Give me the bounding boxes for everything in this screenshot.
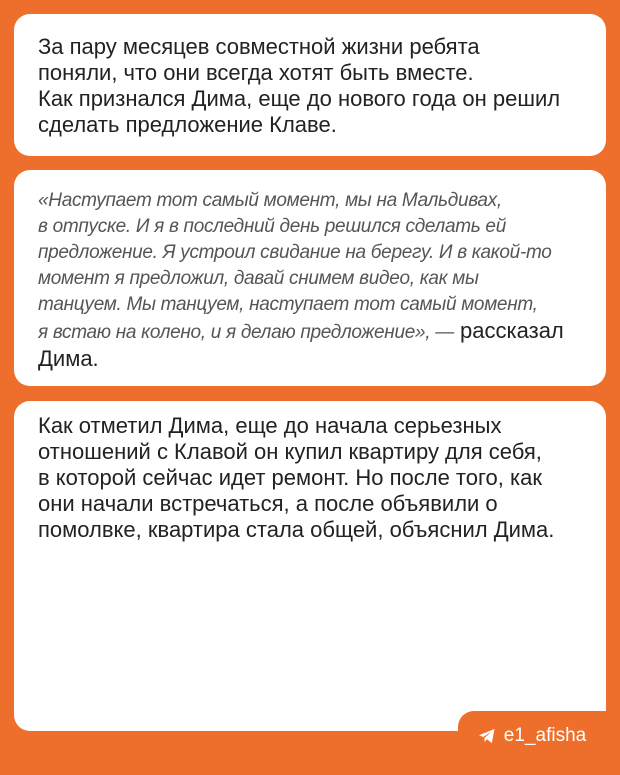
quote-line: я встаю на колено, и я делаю предложение», — bbox=[38, 322, 454, 343]
quote-paragraph bbox=[38, 188, 582, 372]
text-card-1 bbox=[14, 14, 606, 156]
text-card-3 bbox=[14, 401, 606, 731]
channel-badge[interactable] bbox=[458, 711, 606, 761]
paragraph-line: помолвке, квартира стала общей, объяснил Дима. bbox=[38, 517, 555, 542]
paragraph-line: За пару месяцев совместной жизни ребята bbox=[38, 34, 480, 59]
paragraph-line: они начали встречаться, а после объявили о bbox=[38, 491, 498, 516]
paragraph-line: Как признался Дима, еще до нового года он решил bbox=[38, 86, 561, 111]
quote-line: в отпуске. И я в последний день решился сделать ей bbox=[38, 216, 506, 237]
paragraph-line: сделать предложение Клаве. bbox=[38, 112, 337, 137]
quote-attribution-name: Дима. bbox=[38, 346, 99, 371]
paragraph-line: в которой сейчас идет ремонт. Но после того, как bbox=[38, 465, 542, 490]
telegram-icon bbox=[478, 728, 496, 744]
quote-line: «Наступает тот самый момент, мы на Мальдивах, bbox=[38, 190, 502, 211]
quote-attribution: рассказал bbox=[453, 318, 564, 343]
channel-handle: e1_afisha bbox=[503, 725, 587, 746]
paragraph-1 bbox=[38, 34, 582, 138]
quote-line: предложение. Я устроил свидание на берегу. И в какой-то bbox=[38, 242, 552, 263]
paragraph-line: Как отметил Дима, еще до начала серьезных bbox=[38, 413, 502, 438]
quote-line: танцуем. Мы танцуем, наступает тот самый момент, bbox=[38, 294, 538, 315]
quote-line: момент я предложил, давай снимем видео, как мы bbox=[38, 268, 479, 289]
paragraph-line: отношений с Клавой он купил квартиру для себя, bbox=[38, 439, 542, 464]
paragraph-3 bbox=[38, 413, 582, 543]
quote-card bbox=[14, 170, 606, 386]
paragraph-line: поняли, что они всегда хотят быть вместе. bbox=[38, 60, 474, 85]
